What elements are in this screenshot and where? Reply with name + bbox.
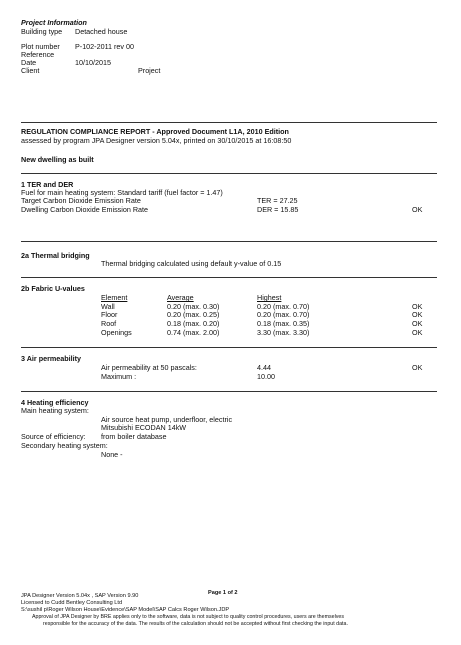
source-of-efficiency-label: Source of efficiency: <box>21 432 86 441</box>
secondary-heating-label: Secondary heating system: <box>21 441 108 450</box>
fabric-row-status: OK <box>412 302 423 311</box>
date-label: Date <box>21 58 37 67</box>
thermal-bridging-text: Thermal bridging calculated using default y-value of 0.15 <box>101 259 282 268</box>
fabric-row-status: OK <box>412 328 423 337</box>
der-label: Dwelling Carbon Dioxide Emission Rate <box>21 205 149 214</box>
fabric-row-highest: 0.18 (max. 0.35) <box>257 319 310 328</box>
divider <box>21 122 437 123</box>
fabric-row-element: Wall <box>101 302 115 311</box>
footer-licensed: Licensed to Cudd Bentley Consulting Ltd <box>21 600 123 606</box>
divider <box>21 391 437 392</box>
footer-file-path: S:\sushil p\Roger Wilson House\Evidence\SAP Model\SAP Calcs Roger Wilson.JDP <box>21 607 230 613</box>
air-permeability-max-label: Maximum : <box>101 372 137 381</box>
der-status: OK <box>412 205 423 214</box>
air-permeability-value: 4.44 <box>257 363 271 372</box>
source-of-efficiency-value: from boiler database <box>101 432 167 441</box>
plot-number-value: P-102-2011 rev 00 <box>75 42 135 51</box>
highest-column-header: Highest <box>257 293 282 302</box>
secondary-heating-value: None - <box>101 450 123 459</box>
footer-disclaimer-line1: Approval of JPA Designer by BRE applies only to the software, data is not subject to quality control procedures, users are themselves <box>32 614 344 620</box>
plot-number-label: Plot number <box>21 42 60 51</box>
fabric-row-status: OK <box>412 310 423 319</box>
reference-label: Reference <box>21 50 55 59</box>
date-value: 10/10/2015 <box>75 58 111 67</box>
fabric-row-element: Openings <box>101 328 132 337</box>
ter-der-heading: 1 TER and DER <box>21 180 74 189</box>
der-value: DER = 15.85 <box>257 205 299 214</box>
fabric-row-element: Roof <box>101 319 117 328</box>
divider <box>21 277 437 278</box>
page-number: Page 1 of 2 <box>208 590 238 596</box>
client-label: Client <box>21 66 40 75</box>
main-heating-line2: Mitsubishi ECODAN 14kW <box>101 423 187 432</box>
fabric-row-average: 0.20 (max. 0.30) <box>167 302 220 311</box>
divider <box>21 347 437 348</box>
footer-version: JPA Designer Version 5.04x , SAP Version 9.90 <box>21 593 139 599</box>
footer-disclaimer-line2: responsible for the accuracy of the data. The results of the calculation should not be accepted without first checking the input data. <box>43 621 348 627</box>
air-permeability-status: OK <box>412 363 423 372</box>
ter-value: TER = 27.25 <box>257 196 298 205</box>
ter-label: Target Carbon Dioxide Emission Rate <box>21 196 141 205</box>
divider <box>21 241 437 242</box>
fabric-row-status: OK <box>412 319 423 328</box>
heating-efficiency-heading: 4 Heating efficiency <box>21 398 89 407</box>
air-permeability-label: Air permeability at 50 pascals: <box>101 363 197 372</box>
dwelling-status: New dwelling as built <box>21 155 94 164</box>
air-permeability-max-value: 10.00 <box>257 372 275 381</box>
fabric-row-highest: 0.20 (max. 0.70) <box>257 302 310 311</box>
fabric-row-average: 0.74 (max. 2.00) <box>167 328 220 337</box>
thermal-bridging-heading: 2a Thermal bridging <box>21 251 90 260</box>
fabric-row-highest: 3.30 (max. 3.30) <box>257 328 310 337</box>
report-title: REGULATION COMPLIANCE REPORT - Approved Document L1A, 2010 Edition <box>21 127 289 136</box>
air-permeability-heading: 3 Air permeability <box>21 354 82 363</box>
building-type-value: Detached house <box>75 27 128 36</box>
average-column-header: Average <box>167 293 194 302</box>
fabric-row-average: 0.18 (max. 0.20) <box>167 319 220 328</box>
project-info-heading: Project Information <box>21 18 87 27</box>
main-heating-label: Main heating system: <box>21 406 89 415</box>
fabric-heading: 2b Fabric U-values <box>21 284 85 293</box>
fuel-line: Fuel for main heating system: Standard tariff (fuel factor = 1.47) <box>21 188 223 197</box>
fabric-row-element: Floor <box>101 310 118 319</box>
project-label: Project <box>138 66 161 75</box>
divider <box>21 173 437 174</box>
fabric-row-average: 0.20 (max. 0.25) <box>167 310 220 319</box>
main-heating-line1: Air source heat pump, underfloor, electric <box>101 415 233 424</box>
element-column-header: Element <box>101 293 128 302</box>
fabric-row-highest: 0.20 (max. 0.70) <box>257 310 310 319</box>
building-type-label: Building type <box>21 27 63 36</box>
assessed-by-line: assessed by program JPA Designer version 5.04x, printed on 30/10/2015 at 16:08:50 <box>21 136 292 145</box>
